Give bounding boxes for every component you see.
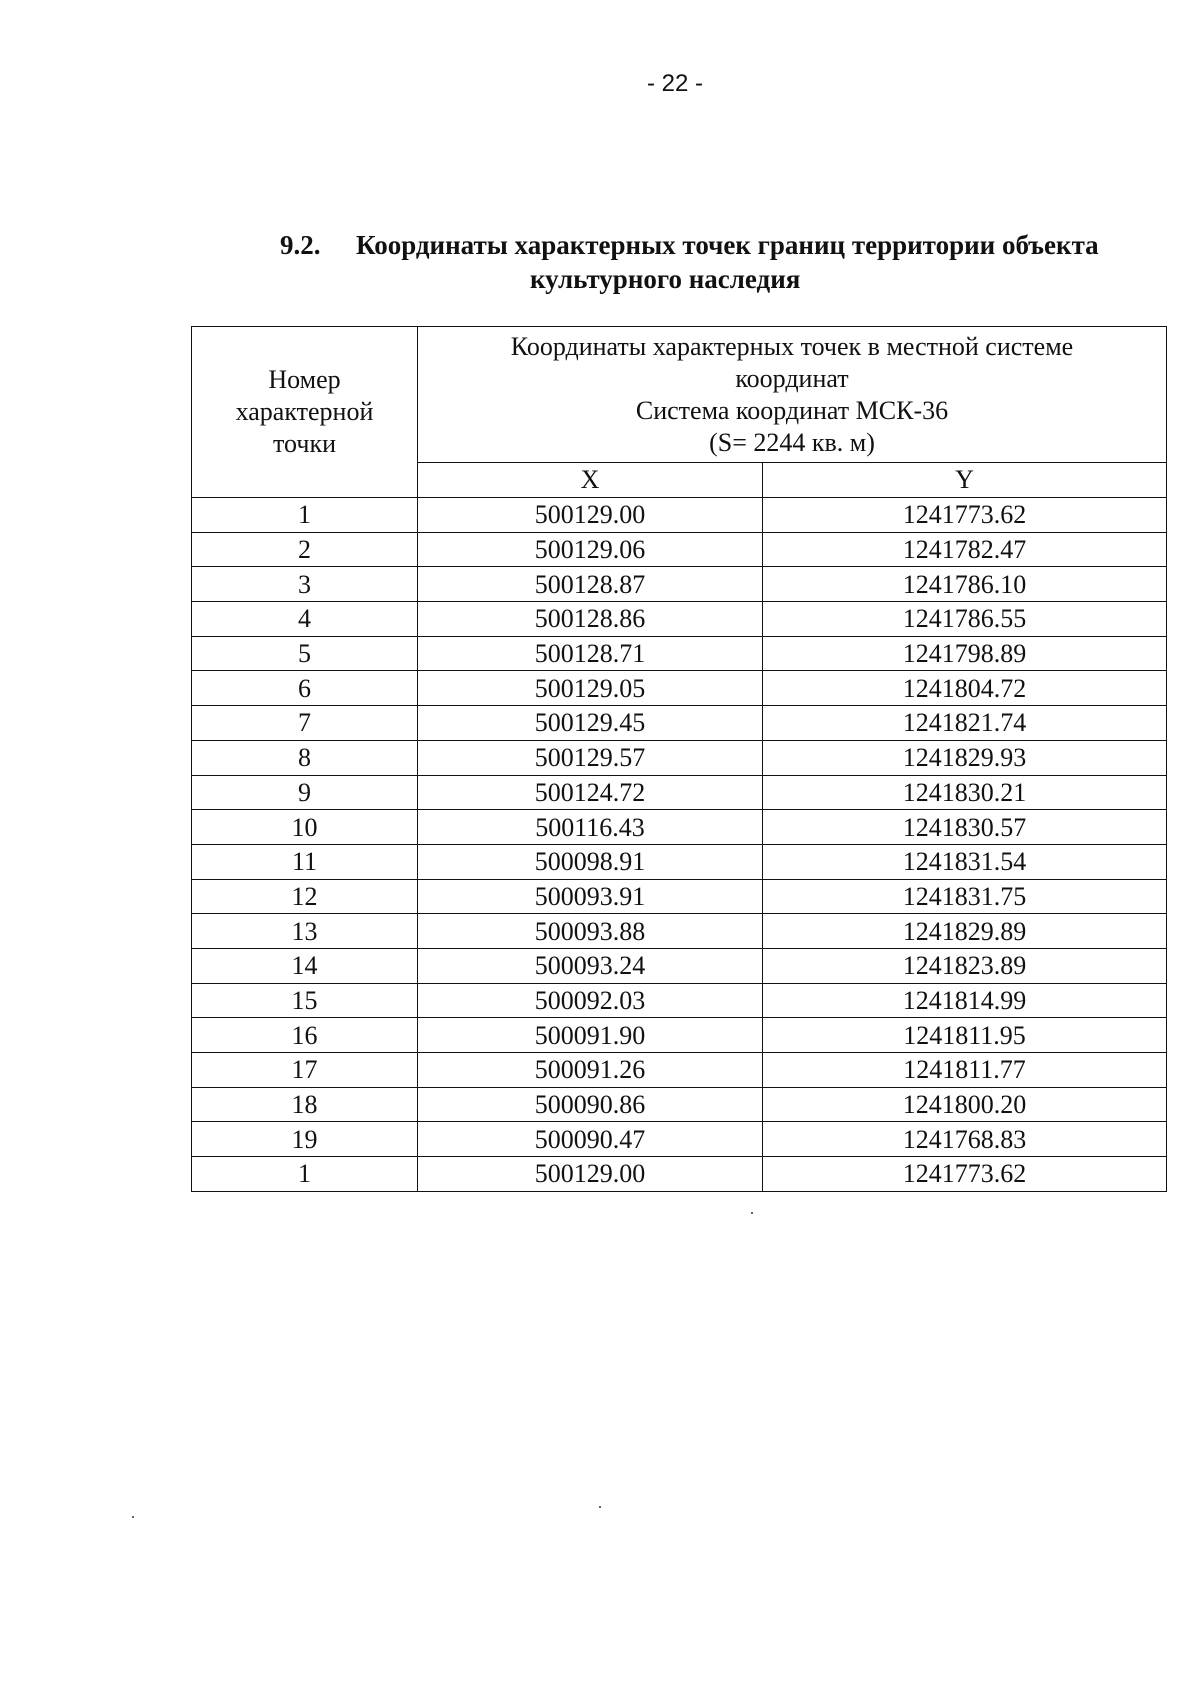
table-row [192,1087,1167,1122]
section-title [280,228,1160,296]
table-row [192,1053,1167,1088]
point-number: 8 [192,740,418,775]
header-point-line: точки [273,429,336,458]
header-y: Y [763,463,1167,498]
point-number: 3 [192,567,418,602]
point-number: 17 [192,1053,418,1088]
coord-x: 500093.91 [418,879,763,914]
coord-y: 1241831.54 [763,844,1167,879]
table-row [192,567,1167,602]
coord-x: 500128.86 [418,602,763,637]
point-number: 15 [192,983,418,1018]
coord-y: 1241830.57 [763,810,1167,845]
coord-y: 1241773.62 [763,498,1167,533]
header-coordinates [418,327,1167,463]
page-number: - 22 - [646,70,703,97]
coord-y: 1241811.77 [763,1053,1167,1088]
coord-y: 1241786.10 [763,567,1167,602]
section-title-line1: Координаты характерных точек границ территории объекта [356,230,1099,260]
header-coords-line: Система координат МСК-36 [635,395,949,425]
point-number: 10 [192,810,418,845]
point-number: 7 [192,706,418,741]
coord-y: 1241823.89 [763,948,1167,983]
table-row [192,532,1167,567]
coord-x: 500129.45 [418,706,763,741]
coord-y: 1241831.75 [763,879,1167,914]
table-row [192,1157,1167,1192]
coord-y: 1241811.95 [763,1018,1167,1053]
header-coords-line: Координаты характерных точек в местной системе [510,331,1074,361]
scan-speck [599,1506,601,1508]
point-number: 11 [192,844,418,879]
table-row [192,914,1167,949]
coord-x: 500128.87 [418,567,763,602]
coord-y: 1241804.72 [763,671,1167,706]
coord-x: 500090.86 [418,1087,763,1122]
coord-x: 500093.88 [418,914,763,949]
table-row [192,636,1167,671]
point-number: 19 [192,1122,418,1157]
header-coords-line: (S= 2244 кв. м) [709,427,875,457]
coordinates-table [191,326,1167,1192]
scan-speck [751,1212,753,1214]
coord-x: 500129.57 [418,740,763,775]
coord-y: 1241786.55 [763,602,1167,637]
coord-y: 1241830.21 [763,775,1167,810]
scan-speck [132,1516,134,1518]
point-number: 5 [192,636,418,671]
table-row [192,983,1167,1018]
coord-x: 500090.47 [418,1122,763,1157]
point-number: 2 [192,532,418,567]
coord-x: 500091.90 [418,1018,763,1053]
point-number: 14 [192,948,418,983]
coord-x: 500092.03 [418,983,763,1018]
coord-y: 1241814.99 [763,983,1167,1018]
table-row [192,706,1167,741]
table-row [192,1018,1167,1053]
coord-y: 1241829.89 [763,914,1167,949]
coord-y: 1241800.20 [763,1087,1167,1122]
coord-x: 500129.00 [418,498,763,533]
table-body [192,498,1167,1192]
coord-y: 1241782.47 [763,532,1167,567]
point-number: 16 [192,1018,418,1053]
point-number: 6 [192,671,418,706]
header-point-line: Номер [268,365,341,394]
coord-x: 500091.26 [418,1053,763,1088]
coord-x: 500129.06 [418,532,763,567]
header-x: X [418,463,763,498]
section-number: 9.2. [280,230,321,260]
table-row [192,1122,1167,1157]
coord-x: 500129.05 [418,671,763,706]
table-row [192,948,1167,983]
coord-x: 500093.24 [418,948,763,983]
coord-x: 500098.91 [418,844,763,879]
table-row [192,844,1167,879]
coord-y: 1241773.62 [763,1157,1167,1192]
table-row [192,740,1167,775]
point-number: 12 [192,879,418,914]
point-number: 9 [192,775,418,810]
header-point-line: характерной [235,397,374,426]
table-row [192,498,1167,533]
table-row [192,775,1167,810]
header-point-number [192,327,418,498]
section-title-line2: культурного наследия [530,264,801,294]
coord-x: 500124.72 [418,775,763,810]
point-number: 13 [192,914,418,949]
table-row [192,671,1167,706]
coord-x: 500116.43 [418,810,763,845]
table-row [192,879,1167,914]
coord-y: 1241768.83 [763,1122,1167,1157]
coord-x: 500129.00 [418,1157,763,1192]
coord-y: 1241798.89 [763,636,1167,671]
header-coords-line: координат [735,363,849,393]
coord-y: 1241821.74 [763,706,1167,741]
table-row [192,810,1167,845]
coord-x: 500128.71 [418,636,763,671]
coord-y: 1241829.93 [763,740,1167,775]
table-row [192,602,1167,637]
point-number: 18 [192,1087,418,1122]
point-number: 1 [192,1157,418,1192]
point-number: 1 [192,498,418,533]
point-number: 4 [192,602,418,637]
